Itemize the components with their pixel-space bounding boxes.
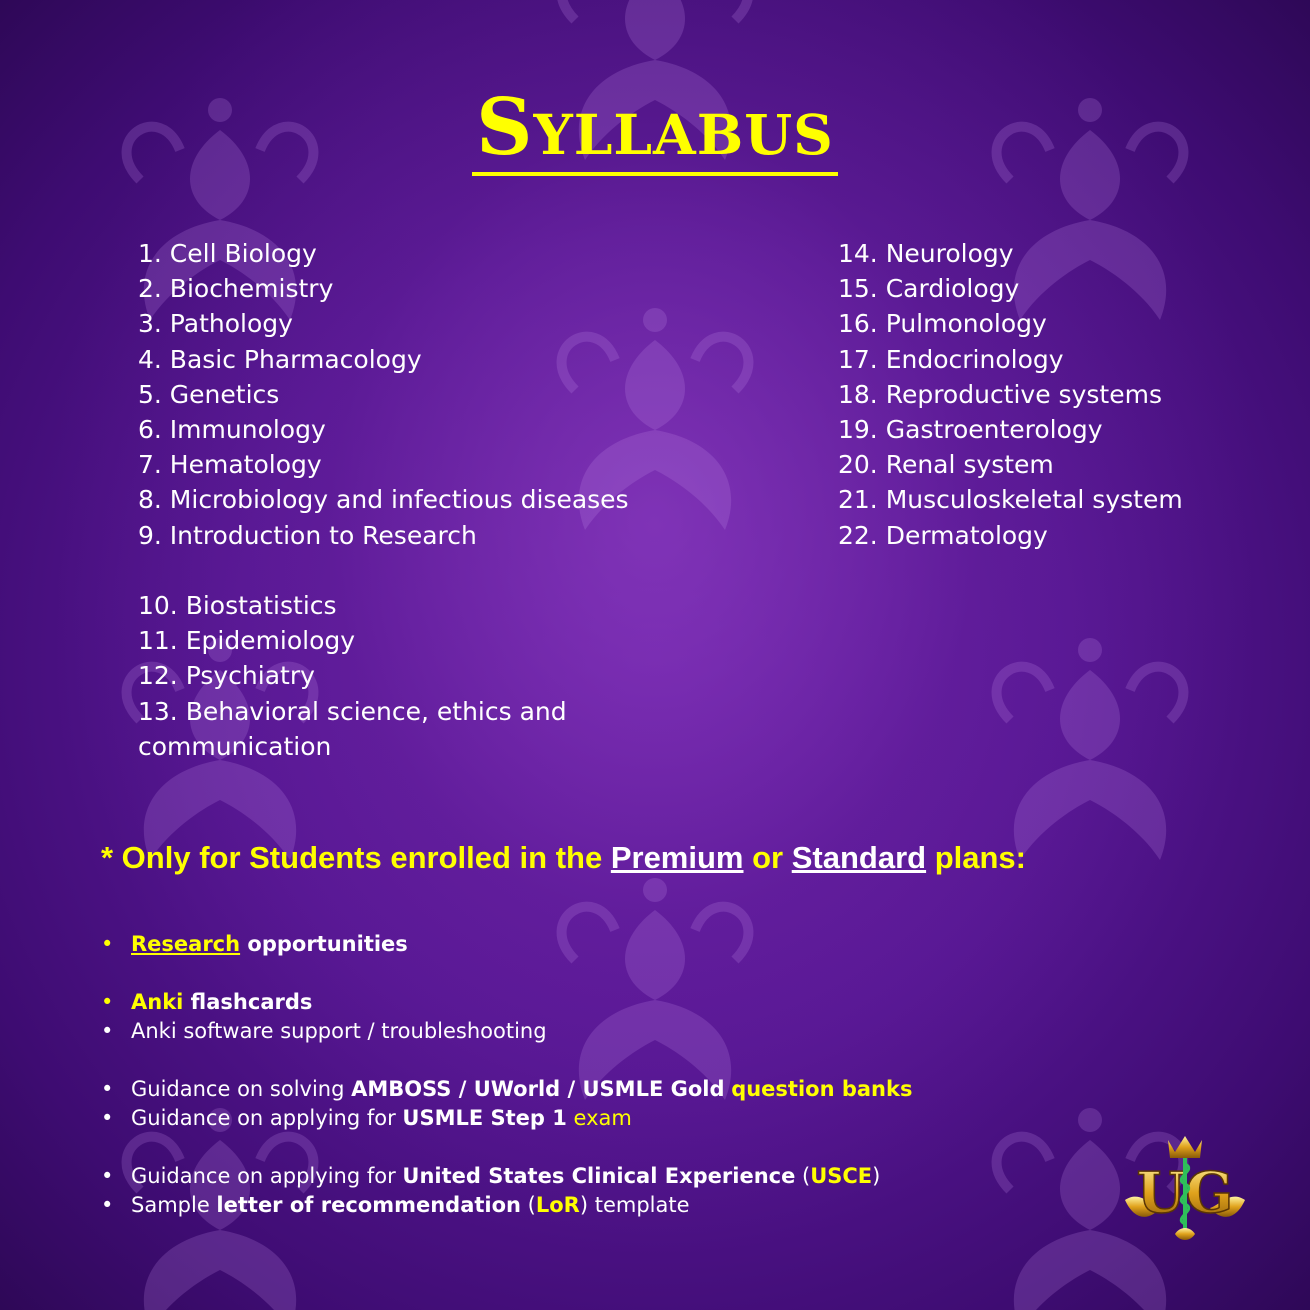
perk-text: ) template xyxy=(579,1193,690,1217)
syllabus-item: 5. Genetics xyxy=(138,379,280,409)
bullet-icon: • xyxy=(101,990,114,1014)
syllabus-item: 20. Renal system xyxy=(838,450,1054,480)
syllabus-item: 4. Basic Pharmacology xyxy=(138,344,422,374)
perk-paren: ( xyxy=(520,1193,536,1217)
logo-letters: UG xyxy=(1136,1160,1234,1226)
perk-usce xyxy=(101,1162,1001,1191)
syllabus-item: 17. Endocrinology xyxy=(838,344,1064,374)
syllabus-item: 8. Microbiology and infectious diseases xyxy=(138,485,629,515)
standard-plan-label: Standard xyxy=(791,840,927,875)
qbank-names: AMBOSS / UWorld / USMLE Gold xyxy=(351,1077,725,1101)
perk-text: Anki software support / troubleshooting xyxy=(131,1019,547,1043)
qbank-highlight: question banks xyxy=(731,1077,913,1101)
step1-highlight: exam xyxy=(566,1106,632,1130)
notice-text: * Only for Students enrolled in the xyxy=(101,840,611,875)
usce-name: United States Clinical Experience xyxy=(402,1164,796,1188)
syllabus-item: 21. Musculoskeletal system xyxy=(838,485,1183,515)
syllabus-item: 10. Biostatistics xyxy=(138,591,337,620)
anki-highlight: Anki xyxy=(131,990,184,1014)
usce-abbr: USCE xyxy=(810,1164,873,1188)
syllabus-item: 14. Neurology xyxy=(838,239,1014,268)
perk-text: flashcards xyxy=(183,990,313,1014)
perk-step1 xyxy=(101,1104,1001,1133)
perk-question-banks xyxy=(101,1075,1001,1104)
syllabus-item: 19. Gastroenterology xyxy=(838,415,1103,445)
perk-text: opportunities xyxy=(240,932,408,956)
bullet-icon: • xyxy=(101,1193,114,1217)
bullet-icon: • xyxy=(101,1019,114,1043)
syllabus-item: 7. Hematology xyxy=(138,450,322,480)
syllabus-item: 2. Biochemistry xyxy=(138,274,334,304)
lor-name: letter of recommendation xyxy=(216,1193,521,1217)
syllabus-item: 9. Introduction to Research xyxy=(138,520,477,550)
perk-paren: ) xyxy=(872,1164,881,1188)
syllabus-item: 3. Pathology xyxy=(138,309,293,339)
perk-text: Sample xyxy=(131,1193,217,1217)
perk-anki-support xyxy=(101,1017,1001,1046)
perk-anki-flashcards xyxy=(101,988,1001,1017)
bullet-icon: • xyxy=(101,1164,114,1188)
perks-list xyxy=(101,930,1001,1220)
lor-abbr: LoR xyxy=(535,1193,580,1217)
bullet-icon: • xyxy=(101,932,114,956)
step1-name: USMLE Step 1 xyxy=(402,1106,567,1130)
perk-text: Guidance on solving xyxy=(131,1077,352,1101)
syllabus-item: 22. Dermatology xyxy=(838,520,1048,550)
syllabus-list-left-second xyxy=(138,588,638,764)
caduceus-crown-logo xyxy=(1120,1130,1250,1250)
syllabus-item: 13. Behavioral science, ethics and communication xyxy=(138,696,567,761)
syllabus-item: 6. Immunology xyxy=(138,415,326,445)
syllabus-item: 12. Psychiatry xyxy=(138,661,315,691)
perk-text: Guidance on applying for xyxy=(131,1106,403,1130)
notice-or: or xyxy=(743,840,792,875)
syllabus-item: 16. Pulmonology xyxy=(838,309,1047,339)
syllabus-list-left xyxy=(138,236,698,553)
bullet-icon: • xyxy=(101,1106,114,1130)
syllabus-item: 11. Epidemiology xyxy=(138,626,356,656)
research-highlight: Research xyxy=(131,932,241,956)
syllabus-item: 1. Cell Biology xyxy=(138,239,317,268)
page-title: Syllabus xyxy=(0,82,1310,176)
enrollment-notice xyxy=(101,840,1201,876)
syllabus-item: 15. Cardiology xyxy=(838,274,1020,304)
perk-text: Guidance on applying for xyxy=(131,1164,403,1188)
syllabus-item: 18. Reproductive systems xyxy=(838,379,1162,409)
notice-suffix: plans: xyxy=(926,840,1026,875)
perk-paren: ( xyxy=(795,1164,811,1188)
perk-lor xyxy=(101,1191,1001,1220)
syllabus-list-right xyxy=(838,236,1278,553)
bullet-icon: • xyxy=(101,1077,114,1101)
perk-research xyxy=(101,930,1001,959)
premium-plan-label: Premium xyxy=(610,840,744,875)
